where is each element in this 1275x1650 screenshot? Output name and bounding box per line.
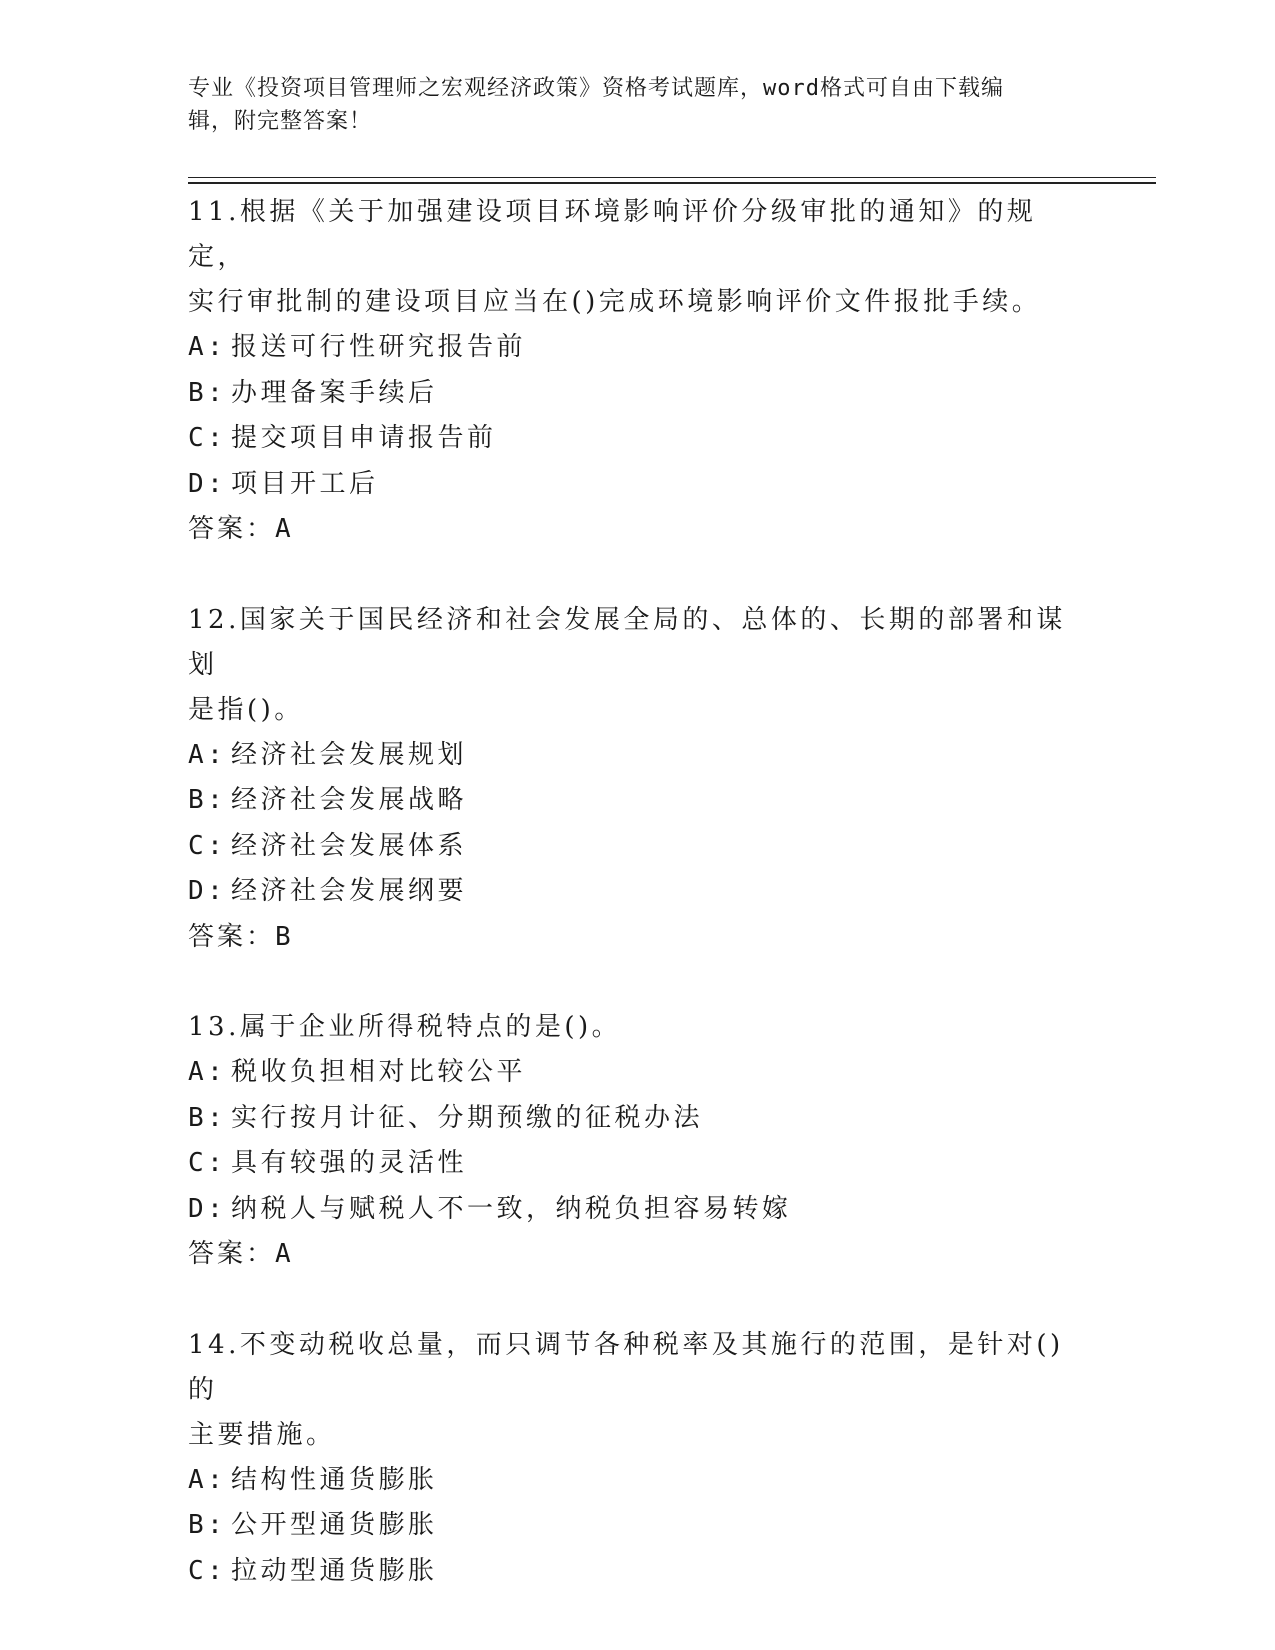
option-text: 经济社会发展战略 [231, 785, 468, 815]
option-a [188, 1050, 1088, 1096]
option-d [188, 1187, 1088, 1233]
option-b [188, 1503, 1088, 1549]
option-letter: A: [188, 739, 227, 770]
option-c [188, 1549, 1088, 1595]
option-text: 公开型通货膨胀 [231, 1510, 438, 1540]
header-divider-thick [188, 182, 1156, 184]
question-stem [188, 1005, 1088, 1050]
option-c [188, 824, 1088, 870]
answer-value: A [275, 1239, 292, 1269]
option-letter: D: [188, 876, 227, 906]
option-text: 结构性通货膨胀 [231, 1464, 438, 1495]
option-letter: B: [188, 1102, 227, 1133]
option-c [188, 416, 1088, 462]
option-b [188, 778, 1088, 824]
option-text: 税收负担相对比较公平 [231, 1057, 527, 1087]
option-text: 纳税人与赋税人不一致，纳税负担容易转嫁 [231, 1193, 792, 1224]
option-text: 报送可行性研究报告前 [231, 332, 527, 362]
option-letter: A: [188, 1057, 227, 1087]
option-text: 经济社会发展纲要 [231, 876, 468, 906]
option-letter: D: [188, 468, 227, 499]
question-14 [188, 1323, 1088, 1595]
option-letter: B: [188, 377, 227, 408]
option-text: 具有较强的灵活性 [231, 1148, 468, 1178]
document-header [188, 72, 1068, 138]
option-text: 项目开工后 [231, 468, 379, 499]
option-letter: C: [188, 830, 227, 861]
option-a [188, 733, 1088, 779]
option-text: 提交项目申请报告前 [231, 423, 497, 453]
question-stem-line: 12.国家关于国民经济和社会发展全局的、总体的、长期的部署和谋划 [188, 604, 1066, 680]
answer-label: 答案： [188, 514, 276, 544]
question-13 [188, 1005, 1088, 1278]
header-line-2: 辑，附完整答案！ [188, 109, 373, 134]
option-text: 实行按月计征、分期预缴的征税办法 [231, 1102, 704, 1133]
question-stem-line: 主要措施。 [188, 1419, 336, 1450]
option-letter: C: [188, 1555, 227, 1586]
option-letter: C: [188, 1148, 227, 1178]
answer-value: A [275, 514, 292, 544]
option-d [188, 462, 1088, 508]
option-text: 经济社会发展体系 [231, 830, 468, 861]
header-line-1: 专业《投资项目管理师之宏观经济政策》资格考试题库，word格式可自由下载编 [188, 76, 1004, 101]
answer-line [188, 507, 1088, 553]
header-divider-thin [188, 177, 1156, 178]
option-letter: D: [188, 1193, 227, 1224]
question-stem [188, 190, 1088, 325]
option-letter: B: [188, 1510, 227, 1540]
answer-label: 答案： [188, 1239, 276, 1269]
question-11 [188, 190, 1088, 553]
option-letter: C: [188, 423, 227, 453]
option-letter: A: [188, 332, 227, 362]
answer-line [188, 1232, 1088, 1278]
question-stem-line: 实行审批制的建设项目应当在()完成环境影响评价文件报批手续。 [188, 287, 1042, 317]
question-12 [188, 598, 1088, 961]
answer-value: B [275, 921, 292, 952]
question-stem-line: 13.属于企业所得税特点的是()。 [188, 1012, 622, 1042]
answer-label: 答案： [188, 921, 276, 952]
question-stem-line: 是指()。 [188, 694, 304, 725]
answer-line [188, 915, 1088, 961]
question-stem [188, 598, 1088, 733]
question-stem-line: 14.不变动税收总量，而只调节各种税率及其施行的范围，是针对()的 [188, 1329, 1064, 1405]
option-b [188, 371, 1088, 417]
option-text: 经济社会发展规划 [231, 739, 468, 770]
option-d [188, 869, 1088, 915]
option-a [188, 1458, 1088, 1504]
question-stem [188, 1323, 1088, 1458]
option-text: 拉动型通货膨胀 [231, 1555, 438, 1586]
option-letter: A: [188, 1464, 227, 1495]
question-stem-line: 11.根据《关于加强建设项目环境影响评价分级审批的通知》的规定， [188, 197, 1037, 272]
option-letter: B: [188, 785, 227, 815]
option-c [188, 1141, 1088, 1187]
option-a [188, 325, 1088, 371]
option-b [188, 1096, 1088, 1142]
question-list [188, 190, 1088, 1639]
option-text: 办理备案手续后 [231, 377, 438, 408]
